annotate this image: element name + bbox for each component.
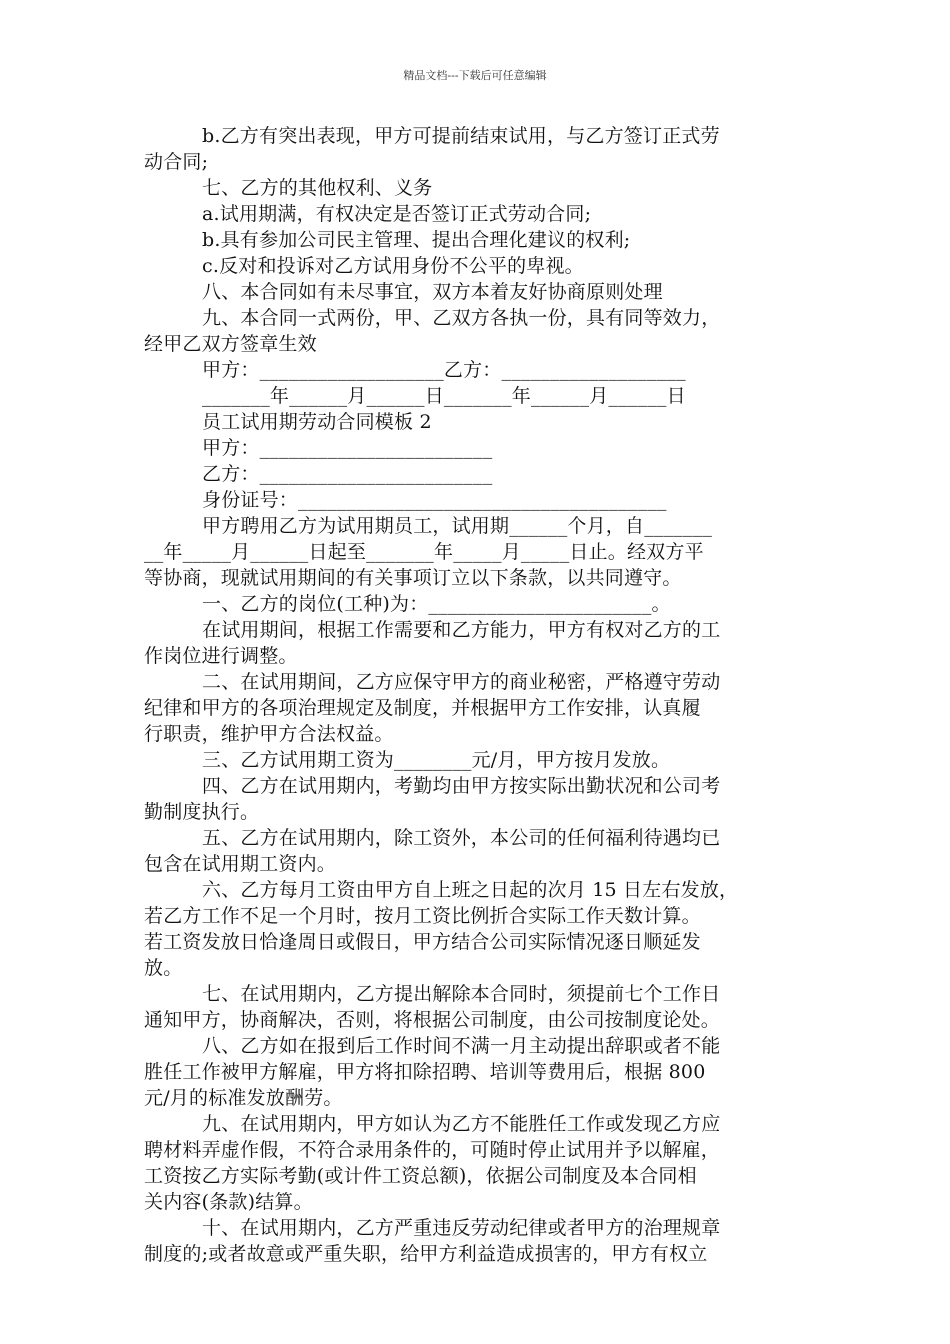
text-line: 胜任工作被甲方解雇，甲方将扣除招聘、培训等费用后，根据 800 (144, 1061, 706, 1083)
text-line: 一、乙方的岗位(工种)为：_______________________。 (202, 593, 671, 615)
text-line: 关内容(条款)结算。 (144, 1191, 313, 1213)
text-line: 动合同; (144, 151, 209, 173)
page-header: 精品文档---下载后可任意编辑 (403, 69, 547, 82)
text-line: 若乙方工作不足一个月时，按月工资比例折合实际工作天数计算。 (144, 905, 701, 927)
text-line: 等协商，现就试用期间的有关事项订立以下条款，以共同遵守。 (144, 567, 682, 589)
text-line: 元/月的标准发放酬劳。 (144, 1087, 343, 1109)
text-line: 六、乙方每月工资由甲方自上班之日起的次月 15 日左右发放， (202, 879, 739, 901)
text-line: 经甲乙双方签章生效 (144, 333, 317, 355)
text-line: 通知甲方，协商解决，否则，将根据公司制度，由公司按制度论处。 (144, 1009, 721, 1031)
text-line: 身份证号：______________________________________ (202, 489, 667, 511)
text-line: 放。 (144, 957, 183, 979)
text-line: 在试用期间，根据工作需要和乙方能力，甲方有权对乙方的工 (202, 619, 721, 641)
text-line: b.乙方有突出表现，甲方可提前结束试用，与乙方签订正式劳 (202, 125, 720, 147)
text-line: 甲方：___________________乙方：___________________ (202, 359, 686, 381)
text-line: 七、乙方的其他权利、义务 (202, 177, 433, 199)
text-line: 若工资发放日恰逢周日或假日，甲方结合公司实际情况逐日顺延发 (144, 931, 701, 953)
text-line: 七、在试用期内，乙方提出解除本合同时，须提前七个工作日 (202, 983, 721, 1005)
text-line: a.试用期满，有权决定是否签订正式劳动合同; (202, 203, 592, 225)
text-line: c.反对和投诉对乙方试用身份不公平的卑视。 (202, 255, 584, 277)
text-line: 十、在试用期内，乙方严重违反劳动纪律或者甲方的治理规章 (202, 1217, 721, 1239)
text-line: 制度的;或者故意或严重失职，给甲方利益造成损害的，甲方有权立 (144, 1243, 708, 1265)
text-line: 甲方聘用乙方为试用期员工，试用期______个月，自_______ (202, 515, 713, 537)
text-line: 员工试用期劳动合同模板 2 (202, 411, 432, 433)
text-line: 八、本合同如有未尽事宜，双方本着友好协商原则处理 (202, 281, 663, 303)
text-line: 九、本合同一式两份，甲、乙双方各执一份，具有同等效力， (202, 307, 721, 329)
text-line: 九、在试用期内，甲方如认为乙方不能胜任工作或发现乙方应 (202, 1113, 721, 1135)
document-body (144, 123, 806, 1267)
text-line: b.具有参加公司民主管理、提出合理化建议的权利; (202, 229, 631, 251)
text-line: 聘材料弄虚作假，不符合录用条件的，可随时停止试用并予以解雇， (144, 1139, 721, 1161)
text-line: 行职责，维护甲方合法权益。 (144, 723, 394, 745)
text-line: 甲方：________________________ (202, 437, 493, 459)
text-line: 四、乙方在试用期内，考勤均由甲方按实际出勤状况和公司考 (202, 775, 721, 797)
text-line: _______年______月______日_______年______月______日 (202, 385, 686, 407)
text-line: 五、乙方在试用期内，除工资外，本公司的任何福利待遇均已 (202, 827, 721, 849)
text-line: 作岗位进行调整。 (144, 645, 298, 667)
text-line: 勤制度执行。 (144, 801, 260, 823)
text-line: 八、乙方如在报到后工作时间不满一月主动提出辞职或者不能 (202, 1035, 721, 1057)
text-line: 纪律和甲方的各项治理规定及制度，并根据甲方工作安排，认真履 (144, 697, 701, 719)
text-line: 三、乙方试用期工资为________元/月，甲方按月发放。 (202, 749, 671, 771)
text-line: 工资按乙方实际考勤(或计件工资总额)，依据公司制度及本合同相 (144, 1165, 697, 1187)
text-line: __年_____月______日起至_______年_____月_____日止。经双方平 (144, 541, 704, 563)
text-line: 包含在试用期工资内。 (144, 853, 337, 875)
text-line: 二、在试用期间，乙方应保守甲方的商业秘密，严格遵守劳动 (202, 671, 721, 693)
text-line: 乙方：________________________ (202, 463, 493, 485)
